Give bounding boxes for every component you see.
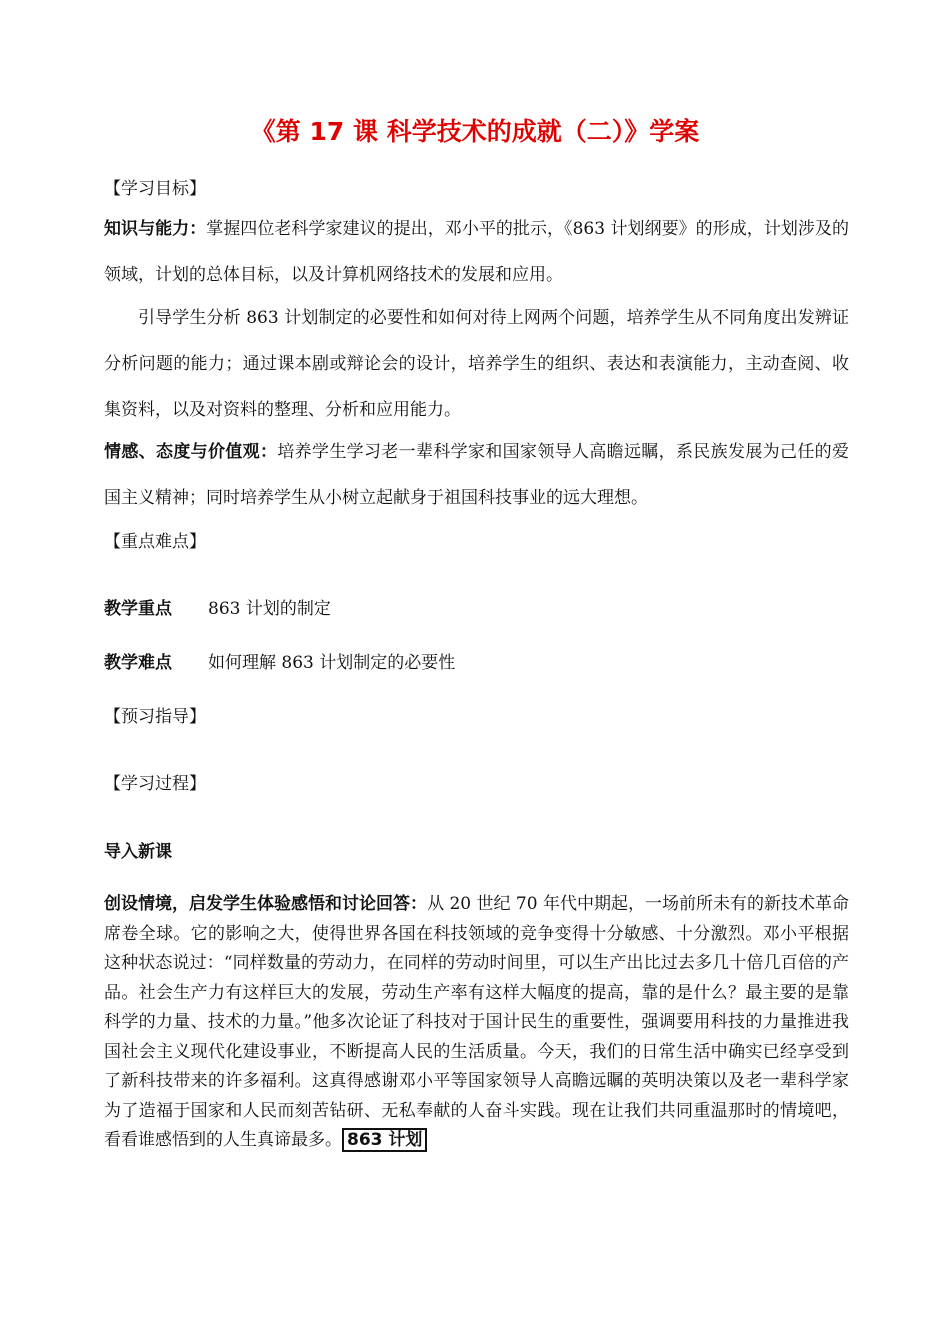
difficulty-text: 如何理解 863 计划制定的必要性 — [208, 653, 456, 673]
plan-863-link[interactable]: 863 计划 — [342, 1128, 427, 1152]
preview-heading: 【预习指导】 — [104, 707, 206, 727]
key-point-label: 教学重点 — [104, 599, 172, 619]
intro-heading: 导入新课 — [104, 842, 172, 862]
key-heading: 【重点难点】 — [104, 532, 206, 552]
emotion-label: 情感、态度与价值观： — [104, 442, 278, 462]
key-point-row — [104, 597, 849, 621]
guide-paragraph: 引导学生分析 863 计划制定的必要性和如何对待上网两个问题，培养学生从不同角度出发辨证分析问题的能力；通过课本剧或辩论会的设计，培养学生的组织、表达和表演能力，主动查阅、收集资料，以及对资料的整理、分析和应用能力。 — [104, 308, 849, 420]
difficulty-row — [104, 651, 849, 675]
page-title: 《第 17 课 科学技术的成就（二）》学案 — [250, 117, 700, 146]
process-heading: 【学习过程】 — [104, 774, 206, 794]
knowledge-paragraph — [104, 206, 849, 298]
emotion-paragraph — [104, 429, 849, 521]
scenario-text: 从 20 世纪 70 年代中期起，一场前所未有的新技术革命席卷全球。它的影响之大，使得世界各国在科技领域的竞争变得十分敏感、十分激烈。邓小平根据这种状态说过：“同样数量的劳动力，在同样的劳动时间里，可以生产出比过去多几十倍几百倍的产品。社会生产力有这样巨大的发展，劳动生产率有这样大幅度的提高，靠的是什么？最主要的是靠科学的力量、技术的力量。”他多次论证了科技对于国计民生的重要性，强调要用科技的力量推进我国社会主义现代化建设事业，不断提高人民的生活质量。今天，我们的日常生活中确实已经享受到了新科技带来的许多福利。这真得感谢邓小平等国家领导人高瞻远瞩的英明决策以及老一辈科学家为了造福于国家和人民而刻苦钻研、无私奉献的人奋斗实践。现在让我们共同重温那时的情境吧，看看谁感悟到的人生真谛最多。 — [104, 894, 850, 1150]
scenario-label: 创设情境，启发学生体验感悟和讨论回答： — [104, 894, 428, 914]
knowledge-text: 掌握四位老科学家建议的提出，邓小平的批示，《863 计划纲要》的形成，计划涉及的领域，计划的总体目标，以及计算机网络技术的发展和应用。 — [104, 219, 849, 285]
scenario-paragraph — [104, 890, 849, 1156]
knowledge-label: 知识与能力： — [104, 219, 207, 239]
key-point-text: 863 计划的制定 — [208, 599, 331, 619]
objectives-heading: 【学习目标】 — [104, 179, 206, 199]
difficulty-label: 教学难点 — [104, 653, 172, 673]
emotion-text: 培养学生学习老一辈科学家和国家领导人高瞻远瞩，系民族发展为己任的爱国主义精神；同时培养学生从小树立起献身于祖国科技事业的远大理想。 — [104, 442, 850, 508]
